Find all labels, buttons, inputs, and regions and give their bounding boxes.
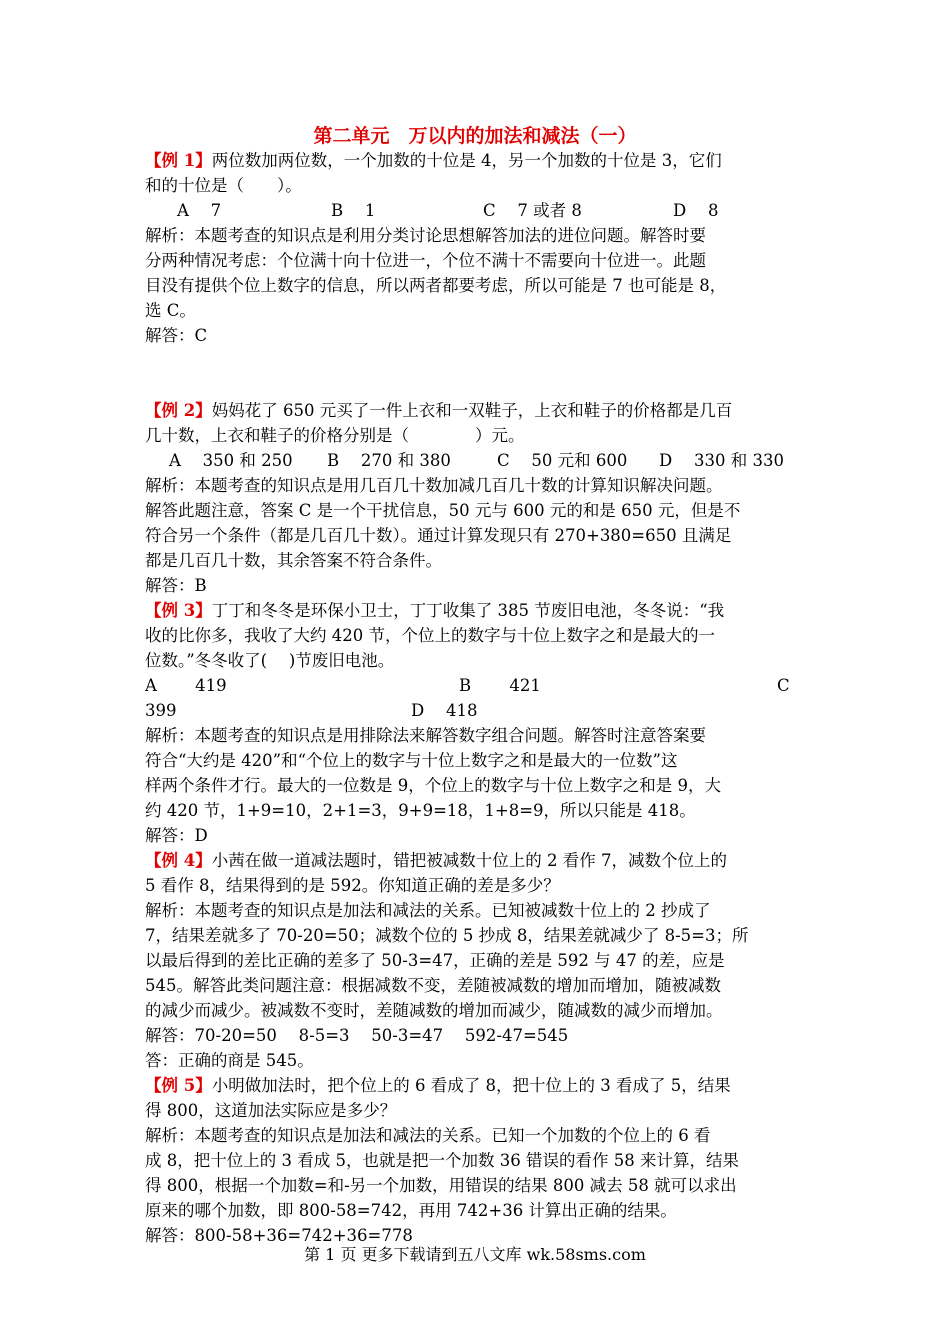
example-label: 【例 4】 [145,851,212,870]
option-b: B 421 [459,676,541,695]
analysis-line: 都是几百几十数，其余答案不符合条件。 [145,551,442,570]
option-c-value: 399 [145,701,177,720]
analysis-line: 解答此题注意，答案 C 是一个干扰信息，50 元与 600 元的和是 650 元，但是不 [145,501,741,520]
option-a: A 419 [145,676,227,695]
example-label: 【例 1】 [145,151,212,170]
options-row [145,198,810,223]
option-c: C 7 或者 8 [483,201,582,220]
analysis-line: 约 420 节，1+9=10，2+1=3，9+9=18，1+8=9，所以只能是 418。 [145,801,696,820]
question-text: 妈妈花了 650 元买了一件上衣和一双鞋子，上衣和鞋子的价格都是几百 [211,401,733,420]
options-row [145,448,810,473]
example-label: 【例 3】 [145,601,212,620]
document-body [145,148,810,1248]
analysis-line: 解析：本题考查的知识点是利用分类讨论思想解答加法的进位问题。解答时要 [145,226,706,245]
page-footer: 第 1 页 更多下载请到五八文库 wk.58sms.com [304,1245,646,1264]
options-row [145,698,810,723]
question-text: 位数。”冬冬收了( )节废旧电池。 [145,651,395,670]
analysis-line: 解析：本题考查的知识点是用排除法来解答数字组合问题。解答时注意答案要 [145,726,706,745]
option-a: A 350 和 250 [169,451,293,470]
analysis-line: 7，结果差就多了 70-20=50；减数个位的 5 抄成 8，结果差就减少了 8-5=3；所 [145,926,749,945]
analysis-line: 解析：本题考查的知识点是用几百几十数加减几百几十数的计算知识解决问题。 [145,476,723,495]
answer-line: 解答：C [145,326,208,345]
page-title: 第二单元 万以内的加法和减法（一） [313,125,637,147]
analysis-line: 目没有提供个位上数字的信息，所以两者都要考虑，所以可能是 7 也可能是 8， [145,276,727,295]
example-2 [145,398,810,598]
option-b: B 270 和 380 [327,451,451,470]
option-c: C 50 元和 600 [497,451,628,470]
option-d: D 330 和 330 [659,451,784,470]
analysis-line: 的减少而减少。被减数不变时，差随减数的增加而减少，随减数的减少而增加。 [145,1001,723,1020]
question-text: 小茜在做一道减法题时，错把被减数十位上的 2 看作 7，减数个位上的 [211,851,727,870]
question-text: 收的比你多，我收了大约 420 节，个位上的数字与十位上数字之和是最大的一 [145,626,715,645]
analysis-line: 得 800，根据一个加数=和-另一个加数，用错误的结果 800 减去 58 就可以求出 [145,1176,737,1195]
question-text: 几十数，上衣和鞋子的价格分别是（ ）元。 [145,426,525,445]
option-c: C [777,676,790,695]
question-text: 小明做加法时，把个位上的 6 看成了 8，把十位上的 3 看成了 5，结果 [211,1076,731,1095]
answer-line: 解答：70-20=50 8-5=3 50-3=47 592-47=545 [145,1026,569,1045]
analysis-line: 545。解答此类问题注意：根据减数不变，差随被减数的增加而增加，随被减数 [145,976,721,995]
question-text: 得 800，这道加法实际应是多少？ [145,1101,397,1120]
question-text: 5 看作 8，结果得到的是 592。你知道正确的差是多少？ [145,876,560,895]
example-3 [145,598,810,848]
analysis-line: 解析：本题考查的知识点是加法和减法的关系。已知一个加数的个位上的 6 看 [145,1126,711,1145]
question-text: 丁丁和冬冬是环保小卫士，丁丁收集了 385 节废旧电池，冬冬说：“我 [211,601,725,620]
analysis-line: 样两个条件才行。最大的一位数是 9，个位上的数字与十位上数字之和是 9，大 [145,776,721,795]
answer-line: 答：正确的商是 545。 [145,1051,314,1070]
example-label: 【例 2】 [145,401,212,420]
analysis-line: 原来的哪个加数，即 800-58=742，再用 742+36 计算出正确的结果。 [145,1201,677,1220]
options-row [145,673,810,698]
option-a: A 7 [177,201,222,220]
analysis-line: 成 8，把十位上的 3 看成 5，也就是把一个加数 36 错误的看作 58 来计算，结果 [145,1151,739,1170]
example-4 [145,848,810,1073]
question-text: 和的十位是（ ）。 [145,176,302,195]
option-b: B 1 [331,201,376,220]
example-5 [145,1073,810,1248]
analysis-line: 解析：本题考查的知识点是加法和减法的关系。已知被减数十位上的 2 抄成了 [145,901,711,920]
question-text: 两位数加两位数，一个加数的十位是 4，另一个加数的十位是 3，它们 [211,151,722,170]
analysis-line: 符合“大约是 420”和“个位上的数字与十位上数字之和是最大的一位数”这 [145,751,678,770]
answer-line: 解答：D [145,826,208,845]
option-d: D 418 [411,701,478,720]
analysis-line: 选 C。 [145,301,196,320]
answer-line: 解答：800-58+36=742+36=778 [145,1226,413,1245]
analysis-line: 符合另一个条件（都是几百几十数）。通过计算发现只有 270+380=650 且满足 [145,526,732,545]
example-1 [145,148,810,348]
option-d: D 8 [673,201,719,220]
example-label: 【例 5】 [145,1076,212,1095]
analysis-line: 以最后得到的差比正确的差多了 50-3=47，正确的差是 592 与 47 的差，应是 [145,951,725,970]
analysis-line: 分两种情况考虑：个位满十向十位进一，个位不满十不需要向十位进一。此题 [145,251,706,270]
answer-line: 解答：B [145,576,207,595]
